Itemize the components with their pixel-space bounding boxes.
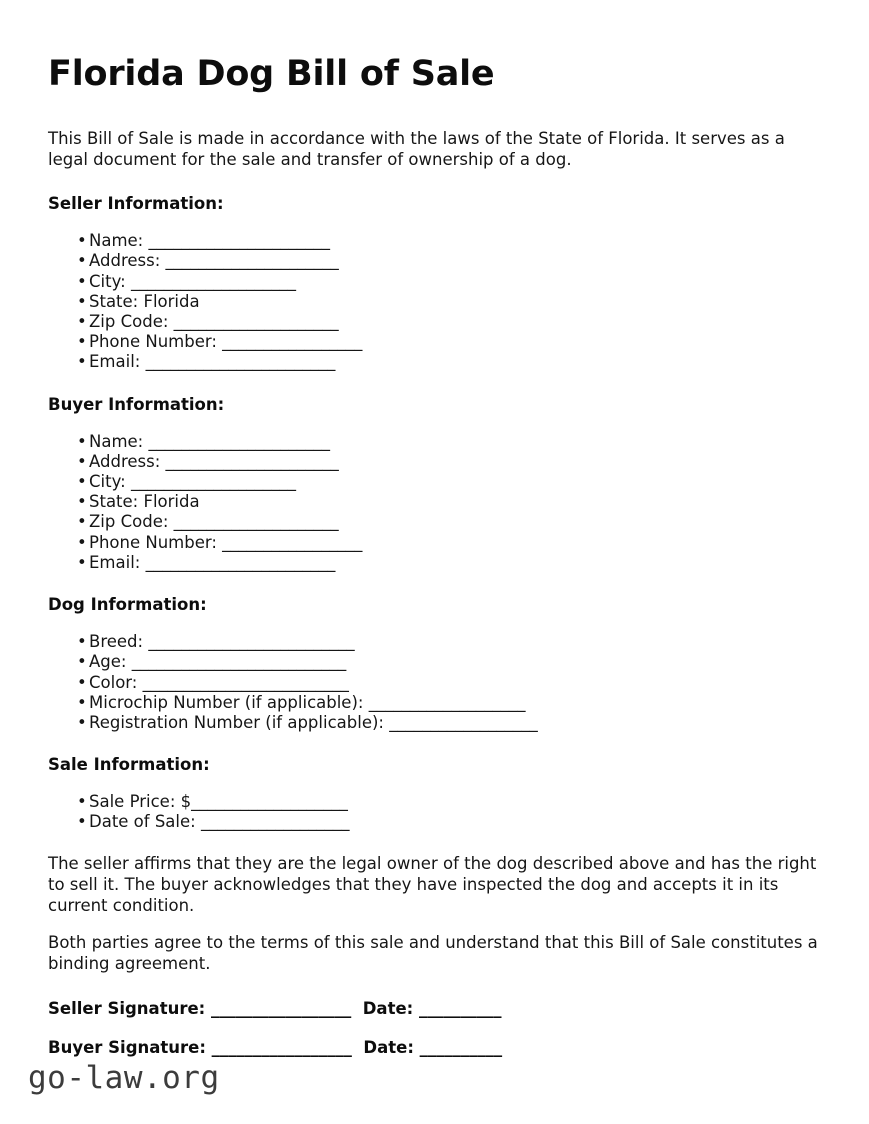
sale-price-field: Sale Price: $___________________	[89, 792, 348, 812]
buyer-state-field: State: Florida	[89, 492, 200, 512]
seller-zip-field: Zip Code: ____________________	[89, 312, 339, 332]
seller-city-field: City: ____________________	[89, 271, 296, 291]
list-item[interactable]	[48, 251, 823, 271]
page-title: Florida Dog Bill of Sale	[48, 54, 495, 94]
buyer-field-list	[48, 432, 823, 573]
list-item[interactable]	[48, 312, 823, 332]
document-content	[48, 54, 823, 1058]
list-item	[48, 492, 823, 512]
buyer-city-field: City: ____________________	[89, 472, 296, 492]
dog-field-list	[48, 632, 823, 733]
seller-signature-line[interactable]: Seller Signature: _________________ Date: __________	[48, 998, 502, 1018]
site-watermark: go-law.org	[28, 1060, 220, 1096]
sale-field-list	[48, 792, 823, 832]
list-item[interactable]	[48, 632, 823, 652]
buyer-phone-field: Phone Number: _________________	[89, 532, 363, 552]
buyer-name-field: Name: ______________________	[89, 431, 330, 451]
buyer-email-field: Email: _______________________	[89, 552, 336, 572]
sale-date-field: Date of Sale: __________________	[89, 812, 350, 832]
intro-paragraph: This Bill of Sale is made in accordance with the laws of the State of Florida. It serves as a legal document for the sale and transfer of ownership of a dog.	[48, 129, 785, 170]
affirmation-paragraph: The seller affirms that they are the legal owner of the dog described above and has the right to sell it. The buyer acknowledges that they have inspected the dog and accepts it in its current condition.	[48, 853, 817, 915]
seller-name-field: Name: ______________________	[89, 231, 330, 251]
list-item[interactable]	[48, 352, 823, 372]
dog-information-heading: Dog Information:	[48, 595, 207, 615]
agreement-paragraph: Both parties agree to the terms of this sale and understand that this Bill of Sale constitutes a binding agreement.	[48, 932, 818, 973]
sale-information-heading: Sale Information:	[48, 755, 210, 775]
dog-microchip-field: Microchip Number (if applicable): ___________________	[89, 692, 526, 712]
seller-field-list	[48, 231, 823, 372]
dog-age-field: Age: __________________________	[89, 652, 347, 672]
list-item[interactable]	[48, 231, 823, 251]
list-item[interactable]	[48, 713, 823, 733]
list-item[interactable]	[48, 272, 823, 292]
buyer-signature-line[interactable]: Buyer Signature: _________________ Date: __________	[48, 1037, 503, 1057]
seller-state-field: State: Florida	[89, 291, 200, 311]
list-item[interactable]	[48, 452, 823, 472]
list-item[interactable]	[48, 792, 823, 812]
list-item[interactable]	[48, 432, 823, 452]
dog-color-field: Color: _________________________	[89, 672, 349, 692]
buyer-zip-field: Zip Code: ____________________	[89, 512, 339, 532]
list-item[interactable]	[48, 472, 823, 492]
seller-phone-field: Phone Number: _________________	[89, 332, 363, 352]
buyer-information-heading: Buyer Information:	[48, 394, 225, 414]
list-item[interactable]	[48, 812, 823, 832]
list-item[interactable]	[48, 673, 823, 693]
list-item	[48, 292, 823, 312]
seller-email-field: Email: _______________________	[89, 352, 336, 372]
list-item[interactable]	[48, 533, 823, 553]
list-item[interactable]	[48, 652, 823, 672]
list-item[interactable]	[48, 693, 823, 713]
list-item[interactable]	[48, 332, 823, 352]
list-item[interactable]	[48, 553, 823, 573]
seller-information-heading: Seller Information:	[48, 194, 224, 214]
dog-breed-field: Breed: _________________________	[89, 632, 355, 652]
list-item[interactable]	[48, 512, 823, 532]
buyer-address-field: Address: _____________________	[89, 451, 339, 471]
dog-registration-field: Registration Number (if applicable): __________________	[89, 712, 538, 732]
seller-address-field: Address: _____________________	[89, 251, 339, 271]
